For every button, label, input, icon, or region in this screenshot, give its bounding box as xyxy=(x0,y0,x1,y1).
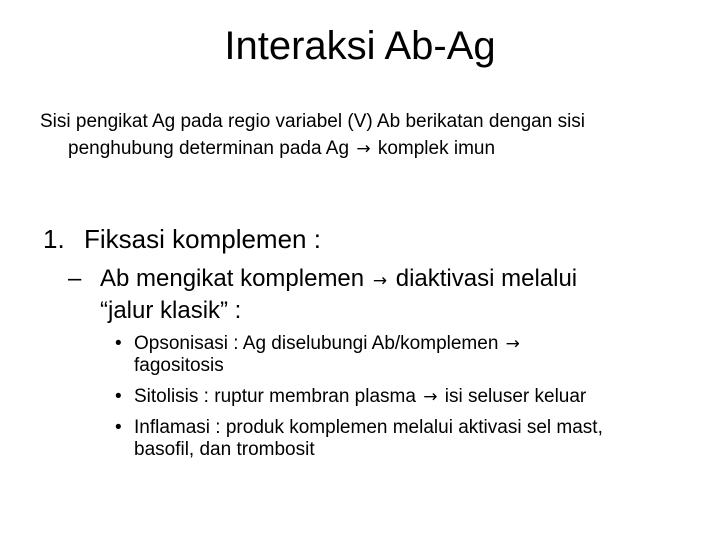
bullet-text-a: Sitolisis : ruptur membran plasma xyxy=(134,386,416,407)
intro-line-1: Sisi pengikat Ag pada regio variabel (V) Ab berikatan dengan sisi xyxy=(40,111,586,132)
bullet-list xyxy=(115,332,705,469)
numbered-item-1 xyxy=(43,222,321,256)
bullet-line xyxy=(134,385,705,409)
bullet-icon: • xyxy=(115,417,122,438)
bullet-line xyxy=(134,332,705,356)
intro-line-2-text-a: penghubung determinan pada Ag xyxy=(68,138,350,159)
dash-marker: – xyxy=(68,265,82,292)
intro-line-2 xyxy=(40,135,700,163)
arrow-icon: → xyxy=(372,271,388,291)
arrow-icon: → xyxy=(356,139,371,159)
sub-item-text-a: Ab mengikat komplemen xyxy=(100,265,365,292)
item-number: 1. xyxy=(43,224,65,254)
bullet-item-inflamasi xyxy=(115,416,705,462)
sub-item xyxy=(68,264,577,326)
arrow-icon: → xyxy=(505,334,520,354)
intro-paragraph xyxy=(40,108,700,163)
arrow-icon: → xyxy=(423,387,438,407)
bullet-line: fagositosis xyxy=(134,355,224,376)
slide-title: Interaksi Ab-Ag xyxy=(224,24,496,68)
bullet-item-sitolisis xyxy=(115,385,705,409)
sub-item-line-1 xyxy=(68,264,577,296)
bullet-item-opsonisasi xyxy=(115,332,705,378)
bullet-icon: • xyxy=(115,386,122,407)
bullet-line: Inflamasi : produk komplemen melalui aktivasi sel mast, xyxy=(134,417,603,438)
intro-line-2-text-b: komplek imun xyxy=(377,138,496,159)
item-label: Fiksasi komplemen : xyxy=(84,224,321,254)
bullet-line: basofil, dan trombosit xyxy=(134,439,315,460)
sub-item-line-2: “jalur klasik” : xyxy=(100,297,242,324)
bullet-icon: • xyxy=(115,333,122,354)
bullet-text-a: Opsonisasi : Ag diselubungi Ab/komplemen xyxy=(134,333,499,354)
sub-item-text-b: diaktivasi melalui xyxy=(395,265,578,292)
bullet-text-b: isi seluser keluar xyxy=(444,386,587,407)
